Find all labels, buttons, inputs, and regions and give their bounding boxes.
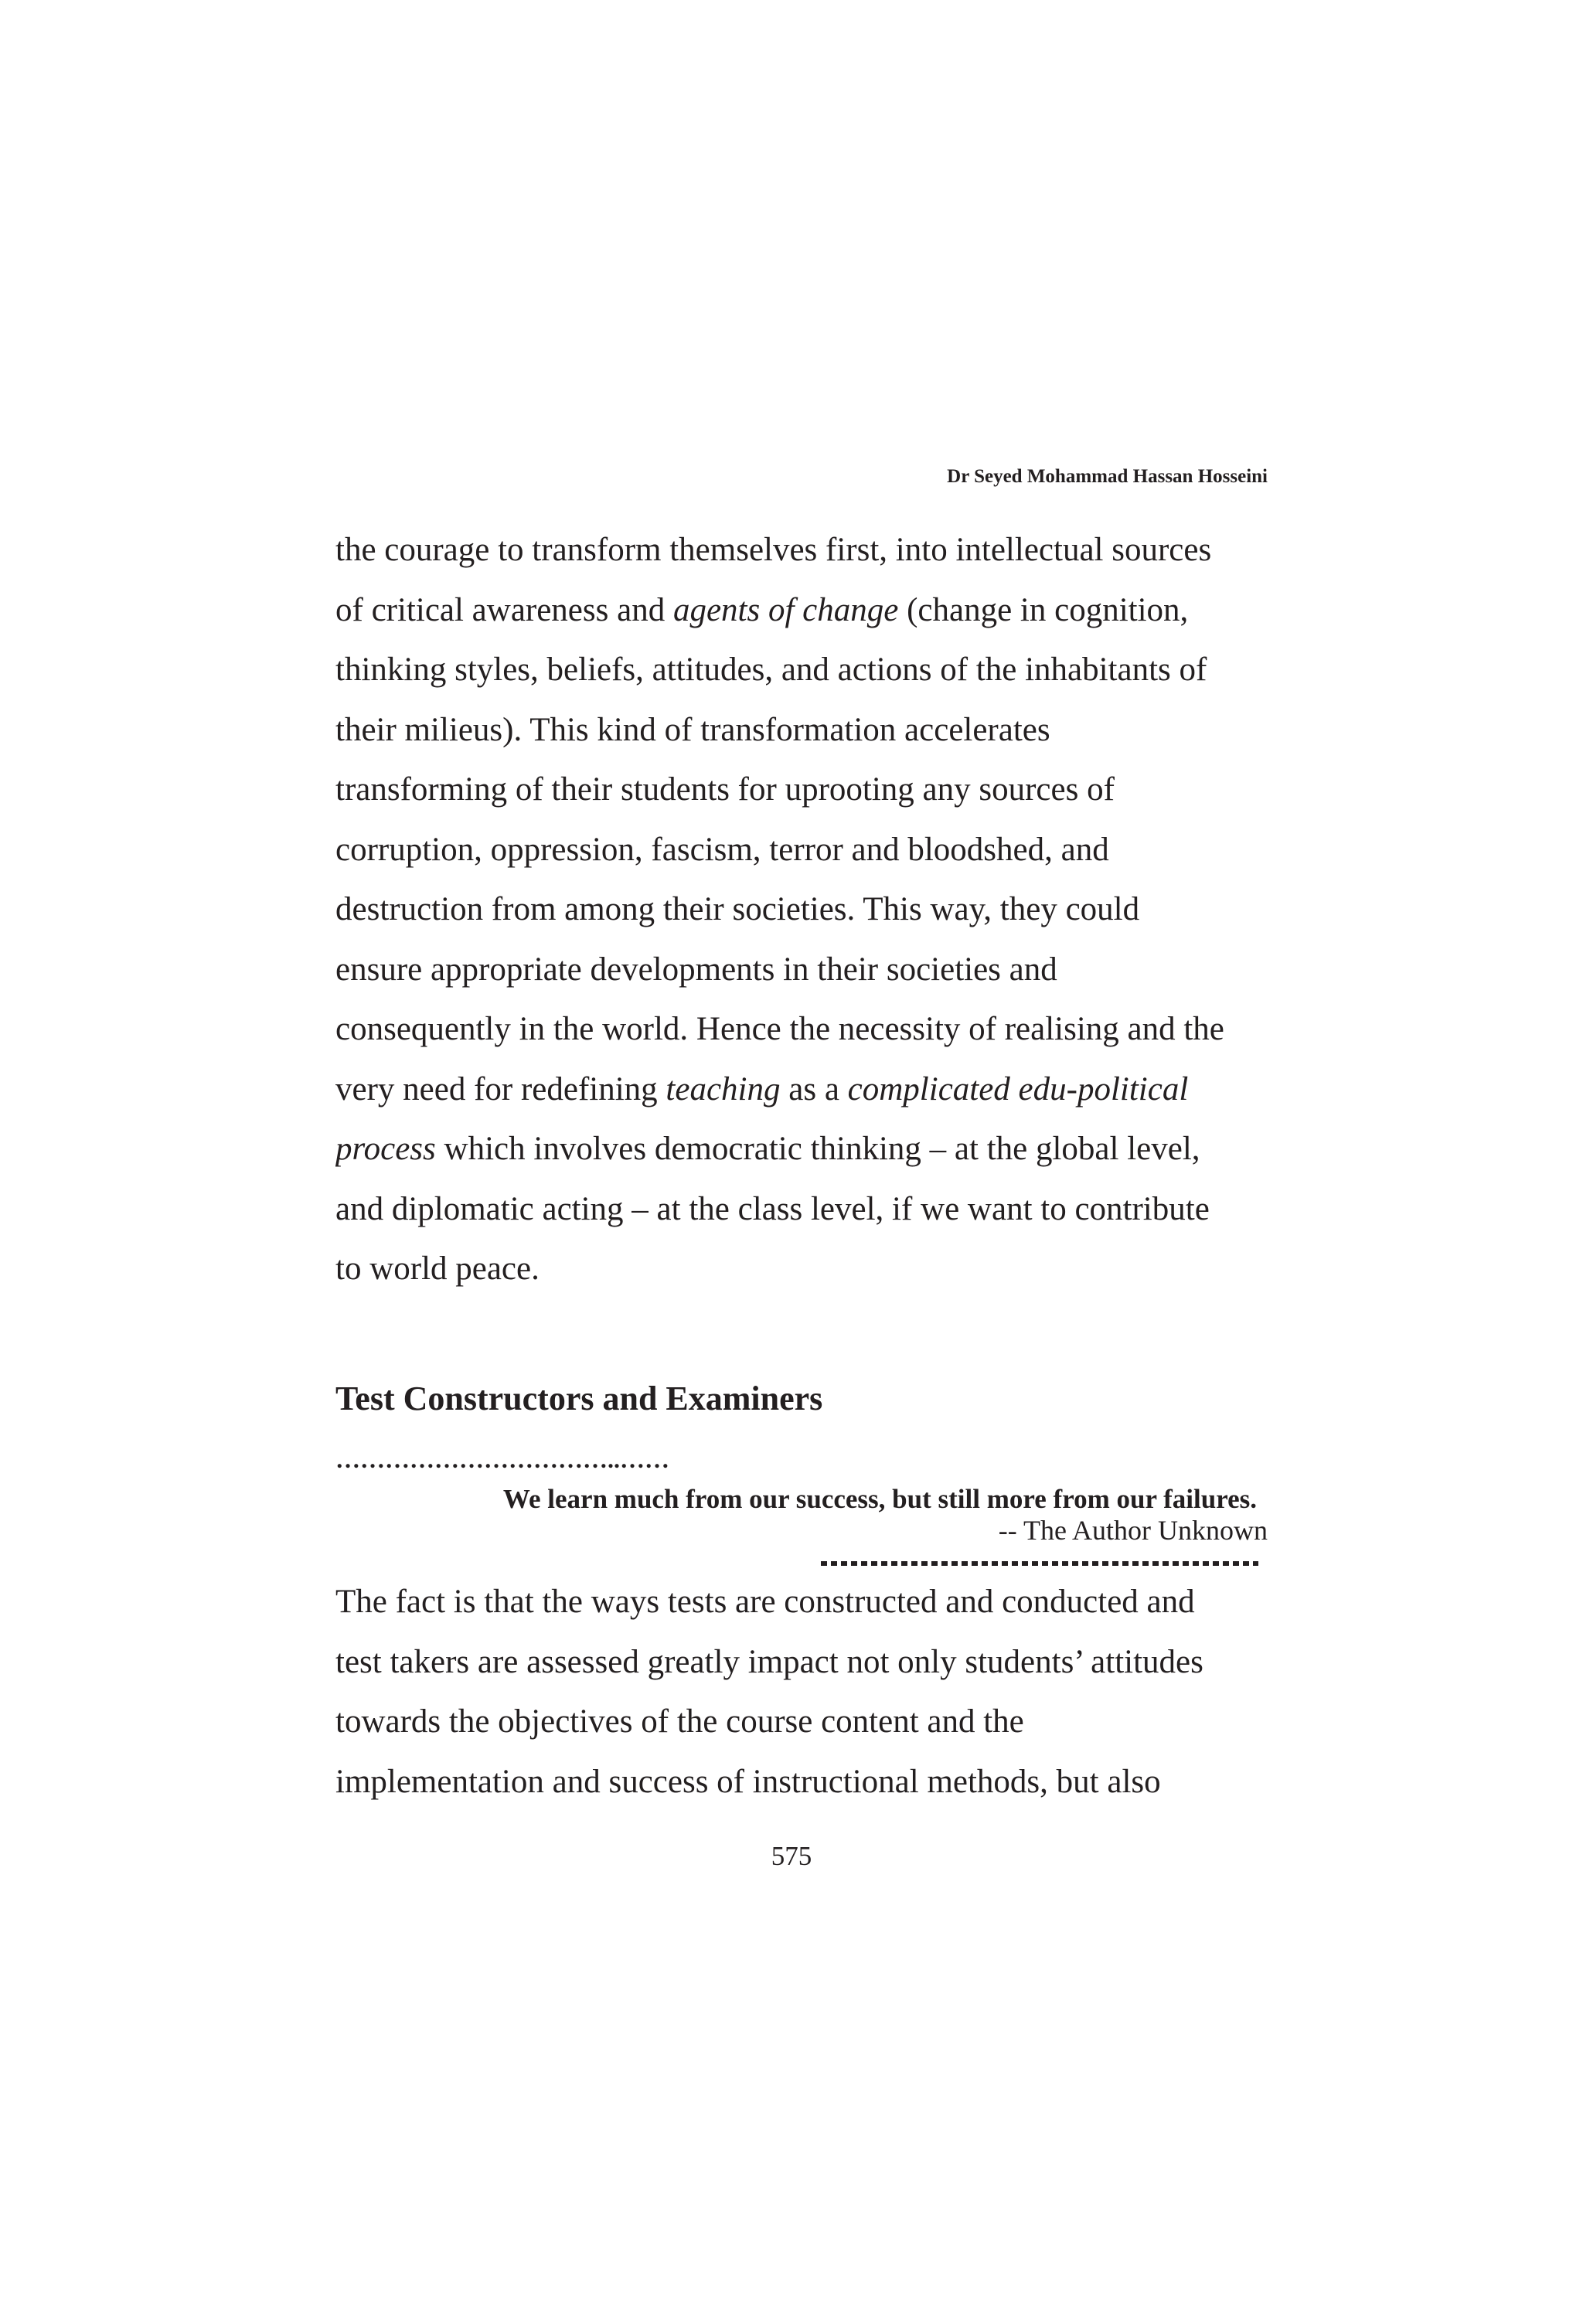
paragraph-line	[335, 520, 1268, 580]
paragraph-line	[335, 1239, 1268, 1299]
paragraph-line	[335, 760, 1268, 820]
line-text: which involves democratic thinking – at the global level,	[435, 1131, 1200, 1167]
line-text: ensure appropriate developments in their societies and	[335, 951, 1057, 988]
italic-term: complicated edu-political	[847, 1070, 1189, 1108]
paragraph-line	[335, 1060, 1268, 1120]
italic-term: agents of change	[672, 591, 899, 628]
italic-term: teaching	[666, 1070, 781, 1108]
line-text: as a	[780, 1070, 848, 1108]
epigraph-quote: We learn much from our success, but still more from our failures.	[502, 1484, 1257, 1514]
paragraph-line	[335, 1692, 1268, 1752]
line-text: to world peace.	[335, 1250, 540, 1287]
line-text: very need for redefining	[335, 1070, 666, 1108]
quote-attribution: -- The Author Unknown	[998, 1515, 1268, 1546]
line-text: transforming of their students for uprooting any sources of	[335, 771, 1115, 808]
paragraph-line	[335, 580, 1268, 641]
dotted-divider: ……………………………..……	[335, 1445, 669, 1473]
paragraph-line	[335, 1752, 1268, 1812]
paragraph-line	[335, 820, 1268, 880]
line-text: test takers are assessed greatly impact not only students’ attitudes	[335, 1643, 1203, 1680]
paragraph-line	[335, 880, 1268, 940]
line-text: of critical awareness and	[335, 591, 673, 628]
line-text: the courage to transform themselves first, into intellectual sources	[335, 532, 1212, 568]
paragraph-line	[335, 1119, 1268, 1179]
dashed-divider	[821, 1561, 1258, 1566]
line-text: corruption, oppression, fascism, terror and bloodshed, and	[335, 831, 1109, 868]
paragraph-line	[335, 1572, 1268, 1632]
paragraph-line	[335, 1179, 1268, 1240]
paragraph-line	[335, 999, 1268, 1060]
page-number: 575	[771, 1841, 812, 1871]
paragraph-line	[335, 1632, 1268, 1693]
line-text: (change in cognition,	[898, 591, 1189, 628]
body-paragraph-2	[335, 1572, 1268, 1812]
section-heading: Test Constructors and Examiners	[335, 1380, 823, 1417]
line-text: and diplomatic acting – at the class level, if we want to contribute	[335, 1190, 1210, 1227]
line-text: destruction from among their societies. This way, they could	[335, 891, 1140, 927]
paragraph-line	[335, 640, 1268, 700]
running-header-author: Dr Seyed Mohammad Hassan Hosseini	[947, 466, 1268, 487]
line-text: implementation and success of instructional methods, but also	[335, 1763, 1161, 1800]
italic-term: process	[335, 1131, 436, 1167]
line-text: consequently in the world. Hence the necessity of realising and the	[335, 1011, 1224, 1047]
line-text: The fact is that the ways tests are constructed and conducted and	[335, 1584, 1195, 1620]
paragraph-line	[335, 700, 1268, 760]
paragraph-line	[335, 940, 1268, 1000]
line-text: towards the objectives of the course content and the	[335, 1703, 1024, 1740]
line-text: thinking styles, beliefs, attitudes, and actions of the inhabitants of	[335, 652, 1207, 688]
line-text: their milieus). This kind of transformation accelerates	[335, 711, 1050, 748]
body-paragraph-1	[335, 520, 1268, 1299]
